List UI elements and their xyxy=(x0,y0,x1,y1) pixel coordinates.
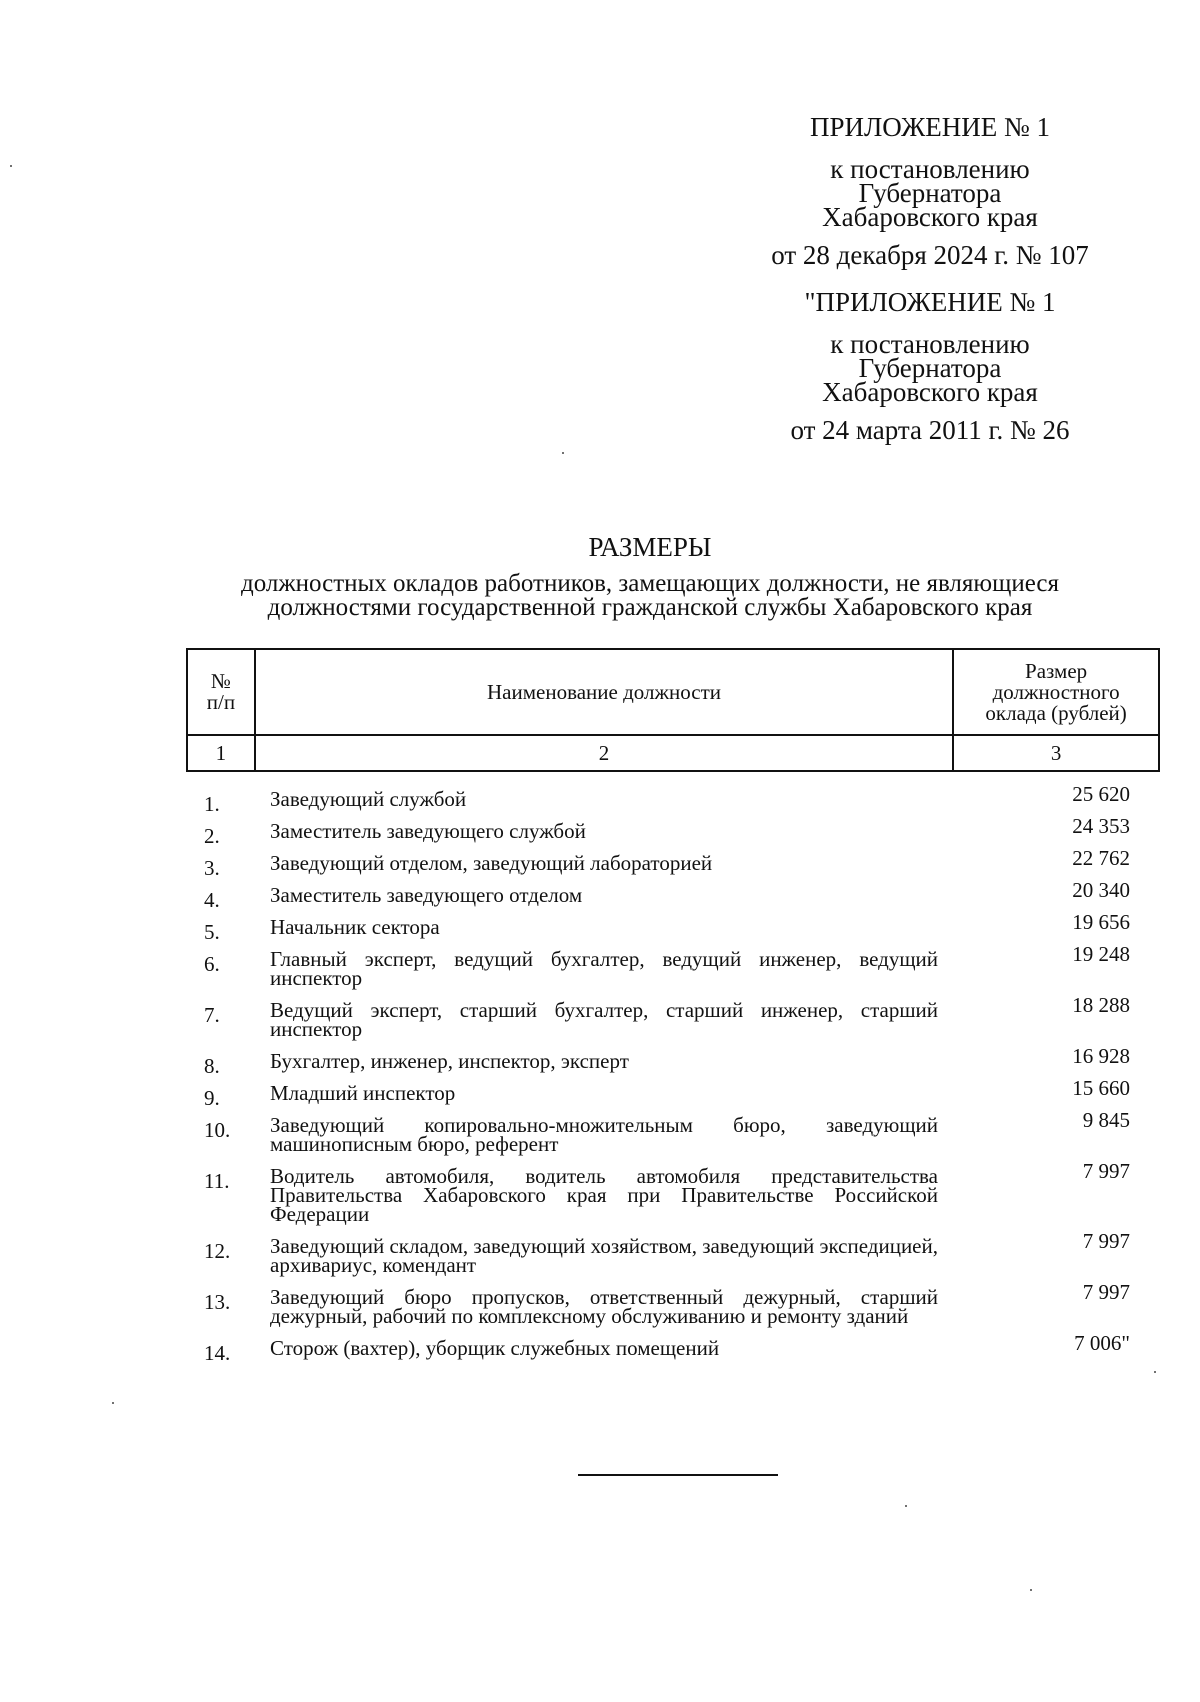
position-name: Заместитель заведующего службой xyxy=(270,819,586,843)
row-number: 3. xyxy=(204,856,220,880)
approval-date: от 24 марта 2011 г. № 26 xyxy=(790,415,1070,445)
position-name: Младший инспектор xyxy=(270,1081,456,1105)
row-number: 9. xyxy=(204,1086,220,1110)
row-number: 12. xyxy=(204,1239,231,1263)
scan-speck xyxy=(1154,1371,1156,1373)
table-row xyxy=(186,1280,1160,1328)
scan-speck xyxy=(1030,1589,1032,1591)
row-number: 5. xyxy=(204,920,220,944)
salary-value: 24 353 xyxy=(1072,814,1130,838)
column-number: 2 xyxy=(255,735,953,771)
end-rule xyxy=(578,1474,778,1476)
position-name: Заведующий складом, заведующий хозяйством, заведующий экспедицией, архивариус, комендант xyxy=(270,1234,938,1277)
position-name: Сторож (вахтер), уборщик служебных помещений xyxy=(270,1336,720,1360)
table-row xyxy=(186,910,1160,944)
salary-value: 16 928 xyxy=(1072,1044,1130,1068)
table-row xyxy=(186,1044,1160,1078)
approval-line: Хабаровского края xyxy=(822,202,1038,232)
approval-block-current xyxy=(740,112,1120,270)
row-number: 6. xyxy=(204,952,220,976)
position-name: Заместитель заведующего отделом xyxy=(270,883,583,907)
position-name: Заведующий бюро пропусков, ответственный дежурный, старший дежурный, рабочий по комплексному обслуживанию и ремонту зданий xyxy=(270,1285,938,1328)
salary-value: 19 248 xyxy=(1072,942,1130,966)
approval-line: Губернатора xyxy=(858,353,1002,383)
salary-value: 7 997 xyxy=(1082,1229,1130,1253)
table-row xyxy=(186,1331,1160,1365)
approval-line: Губернатора xyxy=(858,178,1002,208)
table-row xyxy=(186,846,1160,880)
table-row xyxy=(186,1159,1160,1226)
position-name: Заведующий службой xyxy=(270,787,467,811)
position-name: Бухгалтер, инженер, инспектор, эксперт xyxy=(270,1049,629,1073)
position-name: Заведующий копировально-множительным бюро, заведующий машинописным бюро, референт xyxy=(270,1113,938,1156)
table-row xyxy=(186,878,1160,912)
row-number: 2. xyxy=(204,824,220,848)
approval-line: Хабаровского края xyxy=(822,377,1038,407)
salary-value: 7 997 xyxy=(1082,1280,1130,1304)
row-number: 11. xyxy=(204,1169,230,1193)
table-row xyxy=(186,942,1160,990)
approval-line: к постановлению xyxy=(830,154,1030,184)
salary-value: 20 340 xyxy=(1072,878,1130,902)
position-name: Начальник сектора xyxy=(270,915,440,939)
table-row xyxy=(186,1076,1160,1110)
position-name: Водитель автомобиля, водитель автомобиля представительства Правительства Хабаровского края при Правительстве Российской Федерации xyxy=(270,1164,938,1226)
header-num: № п/п xyxy=(187,649,255,735)
appendix-title: ПРИЛОЖЕНИЕ № 1 xyxy=(809,112,1051,142)
header-row xyxy=(187,649,1159,735)
salary-table-body xyxy=(186,782,1160,1367)
column-number-row xyxy=(187,735,1159,771)
header-name: Наименование должности xyxy=(255,649,953,735)
salary-value: 7 997 xyxy=(1082,1159,1130,1183)
row-number: 14. xyxy=(204,1341,231,1365)
table-row xyxy=(186,1108,1160,1156)
row-number: 7. xyxy=(204,1003,220,1027)
appendix-title: "ПРИЛОЖЕНИЕ № 1 xyxy=(804,287,1056,317)
document-title: РАЗМЕРЫ xyxy=(588,532,712,562)
table-row xyxy=(186,993,1160,1041)
row-number: 13. xyxy=(204,1290,231,1314)
scan-speck xyxy=(562,452,564,454)
row-number: 1. xyxy=(204,792,220,816)
position-name: Ведущий эксперт, старший бухгалтер, старший инженер, старший инспектор xyxy=(270,998,938,1041)
salary-value: 22 762 xyxy=(1072,846,1130,870)
row-number: 10. xyxy=(204,1118,231,1142)
approval-date: от 28 декабря 2024 г. № 107 xyxy=(771,240,1089,270)
position-name: Главный эксперт, ведущий бухгалтер, ведущий инженер, ведущий инспектор xyxy=(270,947,938,990)
salary-value: 9 845 xyxy=(1082,1108,1130,1132)
document-subtitle xyxy=(150,572,1150,620)
salary-value: 15 660 xyxy=(1072,1076,1130,1100)
scan-speck xyxy=(905,1505,907,1507)
salary-value: 19 656 xyxy=(1072,910,1130,934)
subtitle-line: должностями государственной гражданской службы Хабаровского края xyxy=(267,594,1033,621)
table-row xyxy=(186,814,1160,848)
salary-value: 18 288 xyxy=(1072,993,1130,1017)
scan-speck xyxy=(112,1402,114,1404)
approval-line: к постановлению xyxy=(830,329,1030,359)
column-number: 3 xyxy=(953,735,1159,771)
scan-speck xyxy=(10,165,12,167)
salary-table-header xyxy=(186,648,1160,772)
position-name: Заведующий отделом, заведующий лабораторией xyxy=(270,851,713,875)
row-number: 8. xyxy=(204,1054,220,1078)
table-row xyxy=(186,782,1160,816)
column-number: 1 xyxy=(187,735,255,771)
salary-value: 25 620 xyxy=(1072,782,1130,806)
header-salary: Размер должностного оклада (рублей) xyxy=(953,649,1159,735)
salary-value: 7 006" xyxy=(1074,1331,1130,1355)
table-row xyxy=(186,1229,1160,1277)
row-number: 4. xyxy=(204,888,220,912)
subtitle-line: должностных окладов работников, замещающих должности, не являющиеся xyxy=(240,570,1060,597)
approval-block-original xyxy=(740,287,1120,445)
